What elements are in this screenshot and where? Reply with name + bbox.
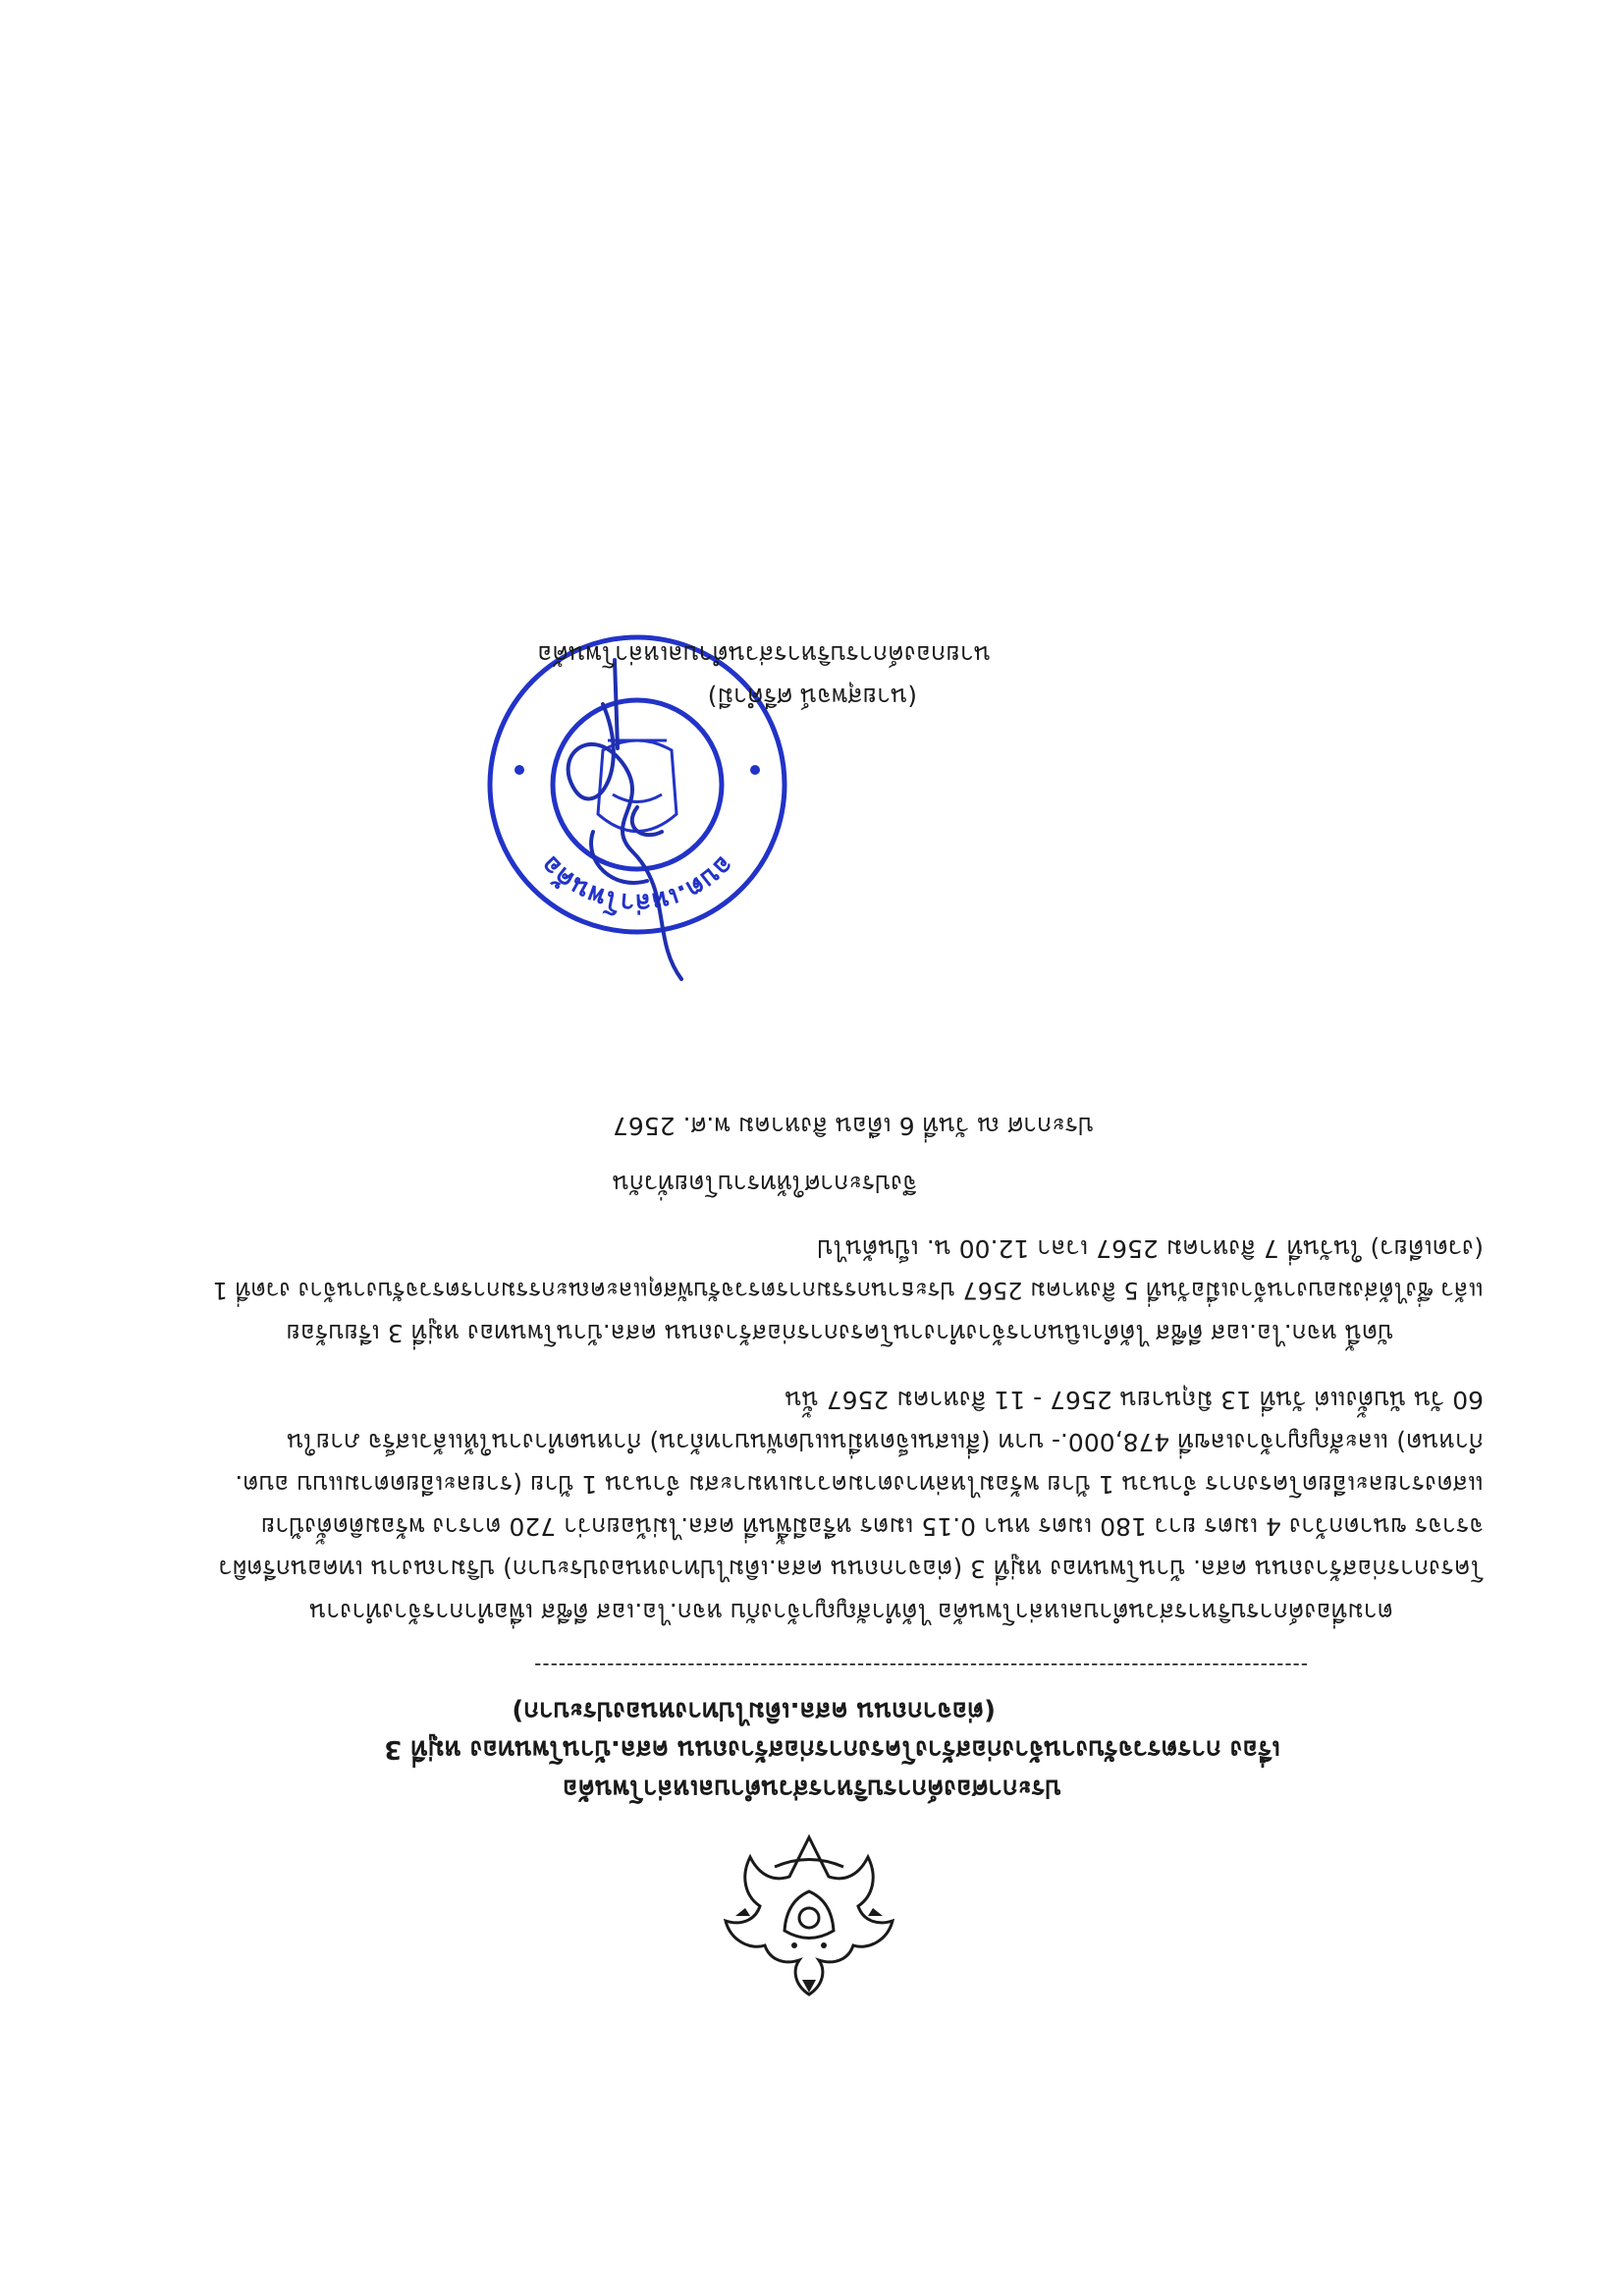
subject-line: เรื่อง การตรวจรับงานจ้างก่อสร้างโครงการก่อสร้างถนน คสล.บ้านโพนทอง หมู่ที่ 3: [384, 1734, 1280, 1764]
paragraph-line: แสดงรายละเอียดโครงการ จำนวน 1 ป้าย พร้อมไหล่ทางตามความเหมาะสม จำนวน 1 ป้าย (รายละเอียดตามแบบ อบต.: [235, 1470, 1484, 1499]
closing-statement: จึงประกาศให้ทราบโดยทั่วกัน: [612, 1170, 917, 1198]
divider-line: ------------------------------------------------------------------------------------------------: [533, 1654, 1308, 1677]
announcement-date: ประกาศ ณ วันที่ 6 เดือน สิงหาคม พ.ศ. 2567: [612, 1112, 1094, 1140]
paragraph-line: โครงการก่อสร้างถนน คสล. บ้านโพนทอง หมู่ที่ 3 (ต่อจากถนน คสล.เดิมไปทางหนองประบาก) ปริมาณงาน เทคอนกรีตผิว: [218, 1555, 1484, 1583]
paragraph-line: 60 วัน นับตั้งแต่ วันที่ 13 มิถุนายน 2567 - 11 สิงหาคม 2567 นั้น: [785, 1386, 1484, 1414]
paragraph-line: ตามที่องค์การบริหารส่วนตำบลเหล่าโพนค้อ ได้ทำสัญญาจ้างกับ หจก.ไอ.เอส ดีซีส เพื่อทำการจ้างทำงาน: [309, 1598, 1393, 1626]
signatory-name: (นายสุพจน์ ศรีคำมี): [707, 683, 917, 711]
seal-text: อบต.เหล่าโพนค้อ: [535, 849, 739, 918]
paragraph-line: (งวดเดียว) ในวันที่ 7 สิงหาคม 2567 เวลา 12.00 น. เป็นต้นไป: [817, 1234, 1484, 1263]
garuda-emblem-icon: [716, 1828, 902, 2014]
paragraph-line: จราจร ขนาดกว้าง 4 เมตร ยาว 180 เมตร หนา 0.15 เมตร หรือมีพื้นที่ คสล.ไม่น้อยกว่า 720 ตาราง พร้อมติดตั้งป้าย: [260, 1512, 1484, 1541]
paragraph-line: แล้ว ซึ่งได้ส่งมอบงานจ้างเมื่อวันที่ 5 สิงหาคม 2567 ประธานกรรมการตรวจรับพัสดุและคณะกรรมการตรวจรับงานจ้าง งวดที่ 1: [212, 1277, 1484, 1304]
subject-line-continued: (ต่อจากถนน คสล.เดิมไปทางหนองประบาก): [512, 1696, 996, 1725]
paragraph-line: บัดนี้ หจก.ไอ.เอส ดีซีส ได้ดำเนินการจ้างทำงานโครงการก่อสร้างถนน คสล.บ้านโพนทอง หมู่ที่ 3 เรียบร้อย: [286, 1319, 1393, 1347]
paragraph-line: กำหนด) และสัญญาจ้างเลขที่ 478,000.- บาท (สี่แสนเจ็ดหมื่นแปดพันบาทถ้วน) กำหนดทำงานให้แล้วเสร็จ ภายใน: [287, 1428, 1484, 1456]
signatory-position: นายกองค์การบริหารส่วนตำบลเหล่าโพนค้อ: [537, 640, 991, 669]
handwritten-signature-icon: [505, 645, 740, 999]
document-title: ประกาศองค์การบริหารส่วนตำบลเหล่าโพนค้อ: [562, 1774, 1062, 1803]
